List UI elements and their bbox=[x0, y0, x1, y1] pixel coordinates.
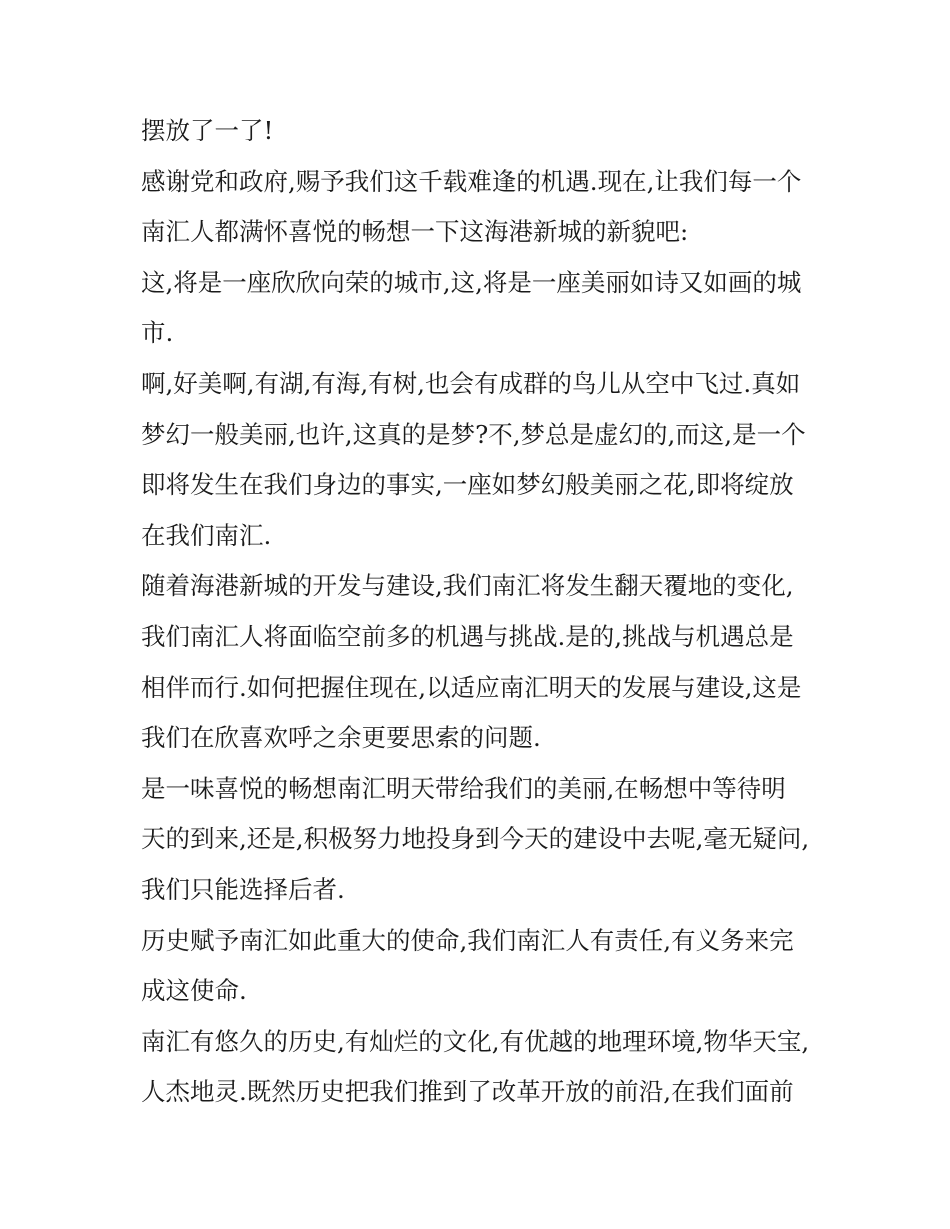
text-line-1: 摆放了一了! bbox=[141, 116, 274, 145]
text-line-2: 感谢党和政府,赐予我们这千载难逢的机遇.现在,让我们每一个 bbox=[141, 166, 802, 196]
text-line-17: 历史赋予南汇如此重大的使命,我们南汇人有责任,有义务来完 bbox=[141, 925, 794, 955]
text-line-6: 啊,好美啊,有湖,有海,有树,也会有成群的鸟儿从空中飞过.真如 bbox=[141, 368, 801, 398]
text-line-8: 即将发生在我们身边的事实,一座如梦幻般美丽之花,即将绽放 bbox=[141, 470, 794, 500]
document-body-text bbox=[141, 106, 821, 1118]
text-line-12: 相伴而行.如何把握住现在,以适应南汇明天的发展与建设,这是 bbox=[141, 672, 802, 702]
text-line-13: 我们在欣喜欢呼之余更要思索的问题. bbox=[141, 723, 541, 753]
text-line-5: 市. bbox=[141, 318, 174, 348]
text-line-19: 南汇有悠久的历史,有灿烂的文化,有优越的地理环境,物华天宝, bbox=[141, 1026, 810, 1056]
text-line-7: 梦幻一般美丽,也许,这真的是梦?不,梦总是虚幻的,而这,是一个 bbox=[141, 419, 806, 449]
text-line-15: 天的到来,还是,积极努力地投身到今天的建设中去呢,毫无疑问, bbox=[141, 824, 810, 854]
text-line-20: 人杰地灵.既然历史把我们推到了改革开放的前沿,在我们面前 bbox=[141, 1077, 794, 1107]
text-line-16: 我们只能选择后者. bbox=[141, 874, 345, 904]
text-line-18: 成这使命. bbox=[141, 976, 247, 1006]
text-line-3: 南汇人都满怀喜悦的畅想一下这海港新城的新貌吧: bbox=[141, 217, 689, 247]
text-line-14: 是一味喜悦的畅想南汇明天带给我们的美丽,在畅想中等待明 bbox=[141, 773, 786, 803]
text-line-10: 随着海港新城的开发与建设,我们南汇将发生翻天覆地的变化, bbox=[141, 571, 794, 601]
text-line-11: 我们南汇人将面临空前多的机遇与挑战.是的,挑战与机遇总是 bbox=[141, 621, 794, 651]
text-line-9: 在我们南汇. bbox=[141, 520, 272, 550]
text-line-4: 这,将是一座欣欣向荣的城市,这,将是一座美丽如诗又如画的城 bbox=[141, 267, 802, 297]
